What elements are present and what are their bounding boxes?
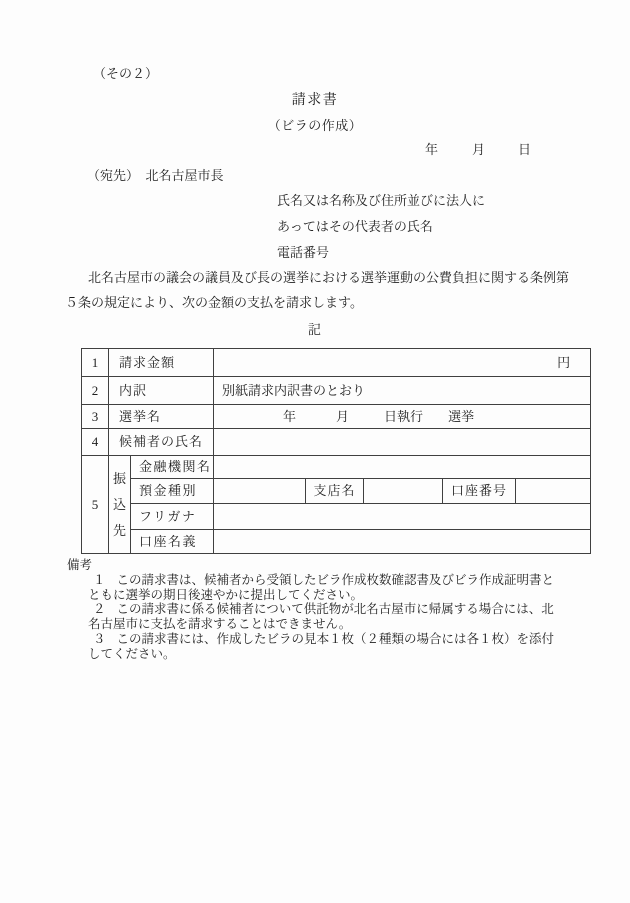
bank-name-label: 金融機関名 [131, 456, 214, 479]
note-item-3 [65, 632, 577, 662]
table-row-furigana [82, 504, 591, 530]
note-3-number: ３ [93, 631, 106, 646]
addressee-line: （宛先） 北名古屋市長 [87, 168, 224, 183]
note-1-text: この請求書は、候補者から受領したビラ作成枚数確認書及びビラ作成証明書と [116, 572, 555, 587]
account-holder-label: 口座名義 [131, 530, 214, 554]
date-year-label: 年 [425, 142, 439, 157]
election-suffix-label: 選挙 [448, 408, 475, 424]
row1-number: 1 [82, 349, 109, 377]
note-2-text: この請求書に係る候補者について供託物が北名古屋市に帰属する場合には、北 [116, 602, 554, 617]
note-1-line-2: ともに選挙の期日後速やかに提出してください。 [88, 587, 364, 602]
table-row-bank-name [82, 456, 591, 479]
note-2-number: ２ [93, 602, 106, 617]
election-date-fill-in-cell [214, 405, 591, 429]
table-row-claim-amount [82, 349, 591, 377]
election-month-label: 月 [336, 408, 350, 424]
candidate-name-blank-cell [214, 429, 591, 456]
applicant-name-line-2: あってはその代表者の氏名 [277, 219, 433, 234]
breakdown-value-cell: 別紙請求内訳書のとおり [214, 377, 591, 405]
deposit-type-blank-cell [214, 479, 306, 504]
deposit-type-label: 預金種別 [131, 479, 214, 504]
document-subtitle: （ビラの作成） [267, 118, 363, 133]
table-row-account-holder [82, 530, 591, 554]
branch-name-label: 支店名 [306, 479, 364, 504]
furigana-blank-cell [214, 504, 591, 530]
date-month-label: 月 [472, 142, 486, 157]
row3-label: 選挙名 [109, 405, 214, 429]
row2-label: 内訳 [109, 377, 214, 405]
table-row-election-name [82, 405, 591, 429]
account-number-blank-cell [516, 479, 591, 504]
claim-details-table [81, 348, 591, 554]
note-1-line-1 [65, 573, 577, 588]
claim-amount-blank-cell [214, 349, 591, 377]
row3-number: 3 [82, 405, 109, 429]
date-day-label: 日 [518, 142, 532, 157]
note-3-line-1 [65, 632, 577, 647]
note-3-text: この請求書には、作成したビラの見本１枚（２種類の場合には各１枚）を添付 [116, 631, 555, 646]
row5-number: 5 [82, 456, 109, 554]
row4-number: 4 [82, 429, 109, 456]
branch-name-blank-cell [364, 479, 443, 504]
row1-label: 請求金額 [109, 349, 214, 377]
election-day-exec-label: 日執行 [384, 408, 424, 424]
row2-number: 2 [82, 377, 109, 405]
notes-section [65, 558, 577, 662]
table-row-candidate-name [82, 429, 591, 456]
table-row-deposit-type [82, 479, 591, 504]
body-paragraph-line-1: 北名古屋市の議会の議員及び長の選挙における選挙運動の公費負担に関する条例第 [88, 270, 570, 285]
furigana-label: フリガナ [131, 504, 214, 530]
note-3-line-2: してください。 [88, 646, 176, 661]
note-2-line-1 [65, 602, 577, 617]
transfer-destination-vertical-label: 振込先 [109, 456, 131, 554]
table-row-breakdown [82, 377, 591, 405]
note-1-number: １ [93, 572, 106, 587]
yen-unit-label: 円 [557, 354, 571, 370]
corner-note: （その２） [93, 66, 159, 81]
note-2-line-2: 名古屋市に支払を請求することはできません。 [88, 617, 352, 632]
election-year-label: 年 [283, 408, 297, 424]
bank-name-blank-cell [214, 456, 591, 479]
account-number-label: 口座番号 [443, 479, 516, 504]
body-paragraph-line-2: ５条の規定により、次の金額の支払を請求します。 [65, 295, 363, 310]
document-title: 請求書 [291, 93, 339, 108]
notes-heading: 備考 [67, 558, 93, 572]
account-holder-blank-cell [214, 530, 591, 554]
note-item-2 [65, 602, 577, 632]
row4-label: 候補者の氏名 [109, 429, 214, 456]
note-item-1 [65, 573, 577, 603]
applicant-name-line-1: 氏名又は名称及び住所並びに法人に [277, 193, 486, 208]
applicant-phone-label: 電話番号 [277, 245, 330, 260]
date-fill-in-line [0, 142, 630, 158]
section-marker-ki: 記 [307, 322, 322, 337]
